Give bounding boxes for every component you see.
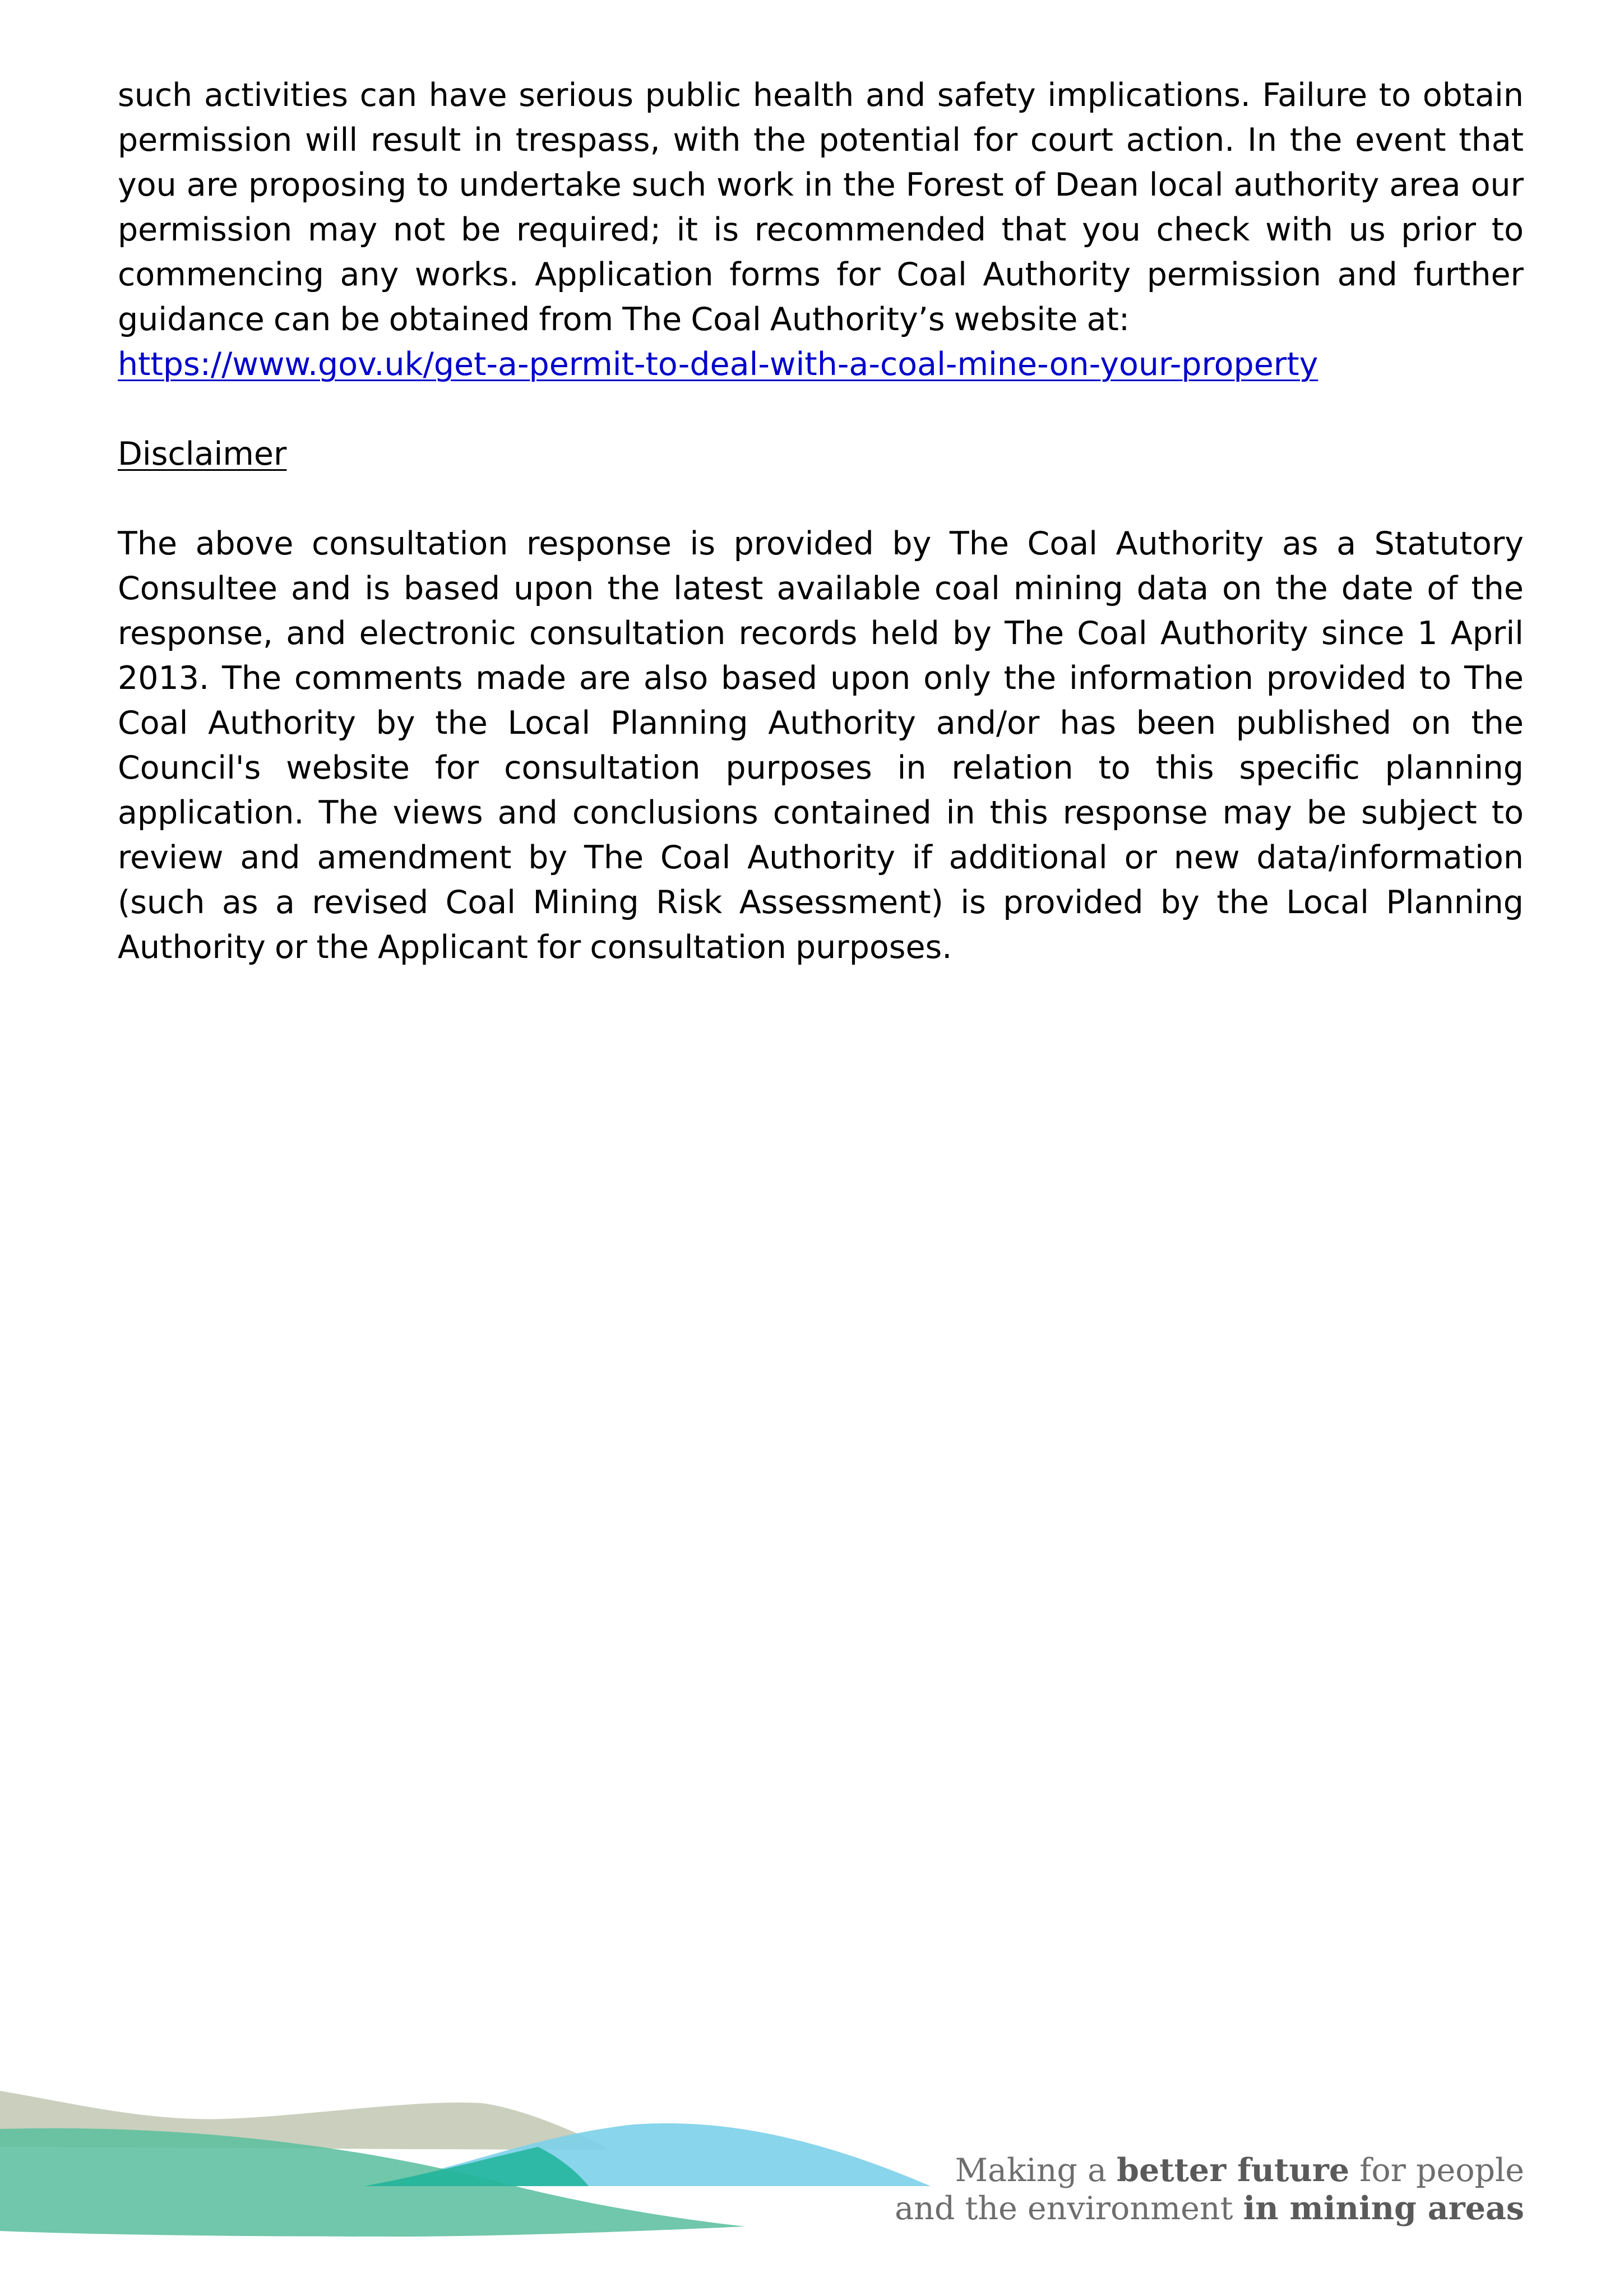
- permit-url-line: [118, 342, 1524, 387]
- permission-paragraph: such activities can have serious public health and safety implications. Failure to obtain permission will result in trespass, with the potential for court action. In the event that you are proposing to undertake such work in the Forest of Dean local authority area our permission may not be required; it is recommended that you check with us prior to commencing any works. Application forms for Coal Authority permission and further guidance can be obtained from The Coal Authority’s website at:: [118, 77, 1524, 338]
- disclaimer-heading-text: Disclaimer: [118, 436, 287, 473]
- footer-tagline: [895, 2151, 1524, 2228]
- tagline-2a: and the environment: [895, 2190, 1243, 2227]
- tagline-1c: for people: [1349, 2152, 1524, 2189]
- disclaimer-heading: [118, 432, 1524, 476]
- permit-url-link[interactable]: https://www.gov.uk/get-a-permit-to-deal-with-a-coal-mine-on-your-property: [118, 346, 1318, 383]
- disclaimer-paragraph: The above consultation response is provided by The Coal Authority as a Statutory Consultee and is based upon the latest available coal mining data on the date of the response, and electronic consultation records held by The Coal Authority since 1 April 2013. The comments made are also based upon only the information provided to The Coal Authority by the Local Planning Authority and/or has been published on the Council's website for consultation purposes in relation to this specific planning application. The views and conclusions contained in this response may be subject to review and amendment by The Coal Authority if additional or new data/information (such as a revised Coal Mining Risk Assessment) is provided by the Local Planning Authority or the Applicant for consultation purposes.: [118, 525, 1524, 966]
- tagline-1a: Making a: [955, 2152, 1117, 2189]
- tagline-2b: in mining areas: [1243, 2189, 1524, 2227]
- footer-wave-graphic: [0, 2068, 953, 2253]
- letter-body: [118, 73, 1524, 970]
- tagline-line-2: [895, 2189, 1524, 2228]
- tagline-line-1: [895, 2151, 1524, 2189]
- tagline-1b: better future: [1117, 2151, 1350, 2189]
